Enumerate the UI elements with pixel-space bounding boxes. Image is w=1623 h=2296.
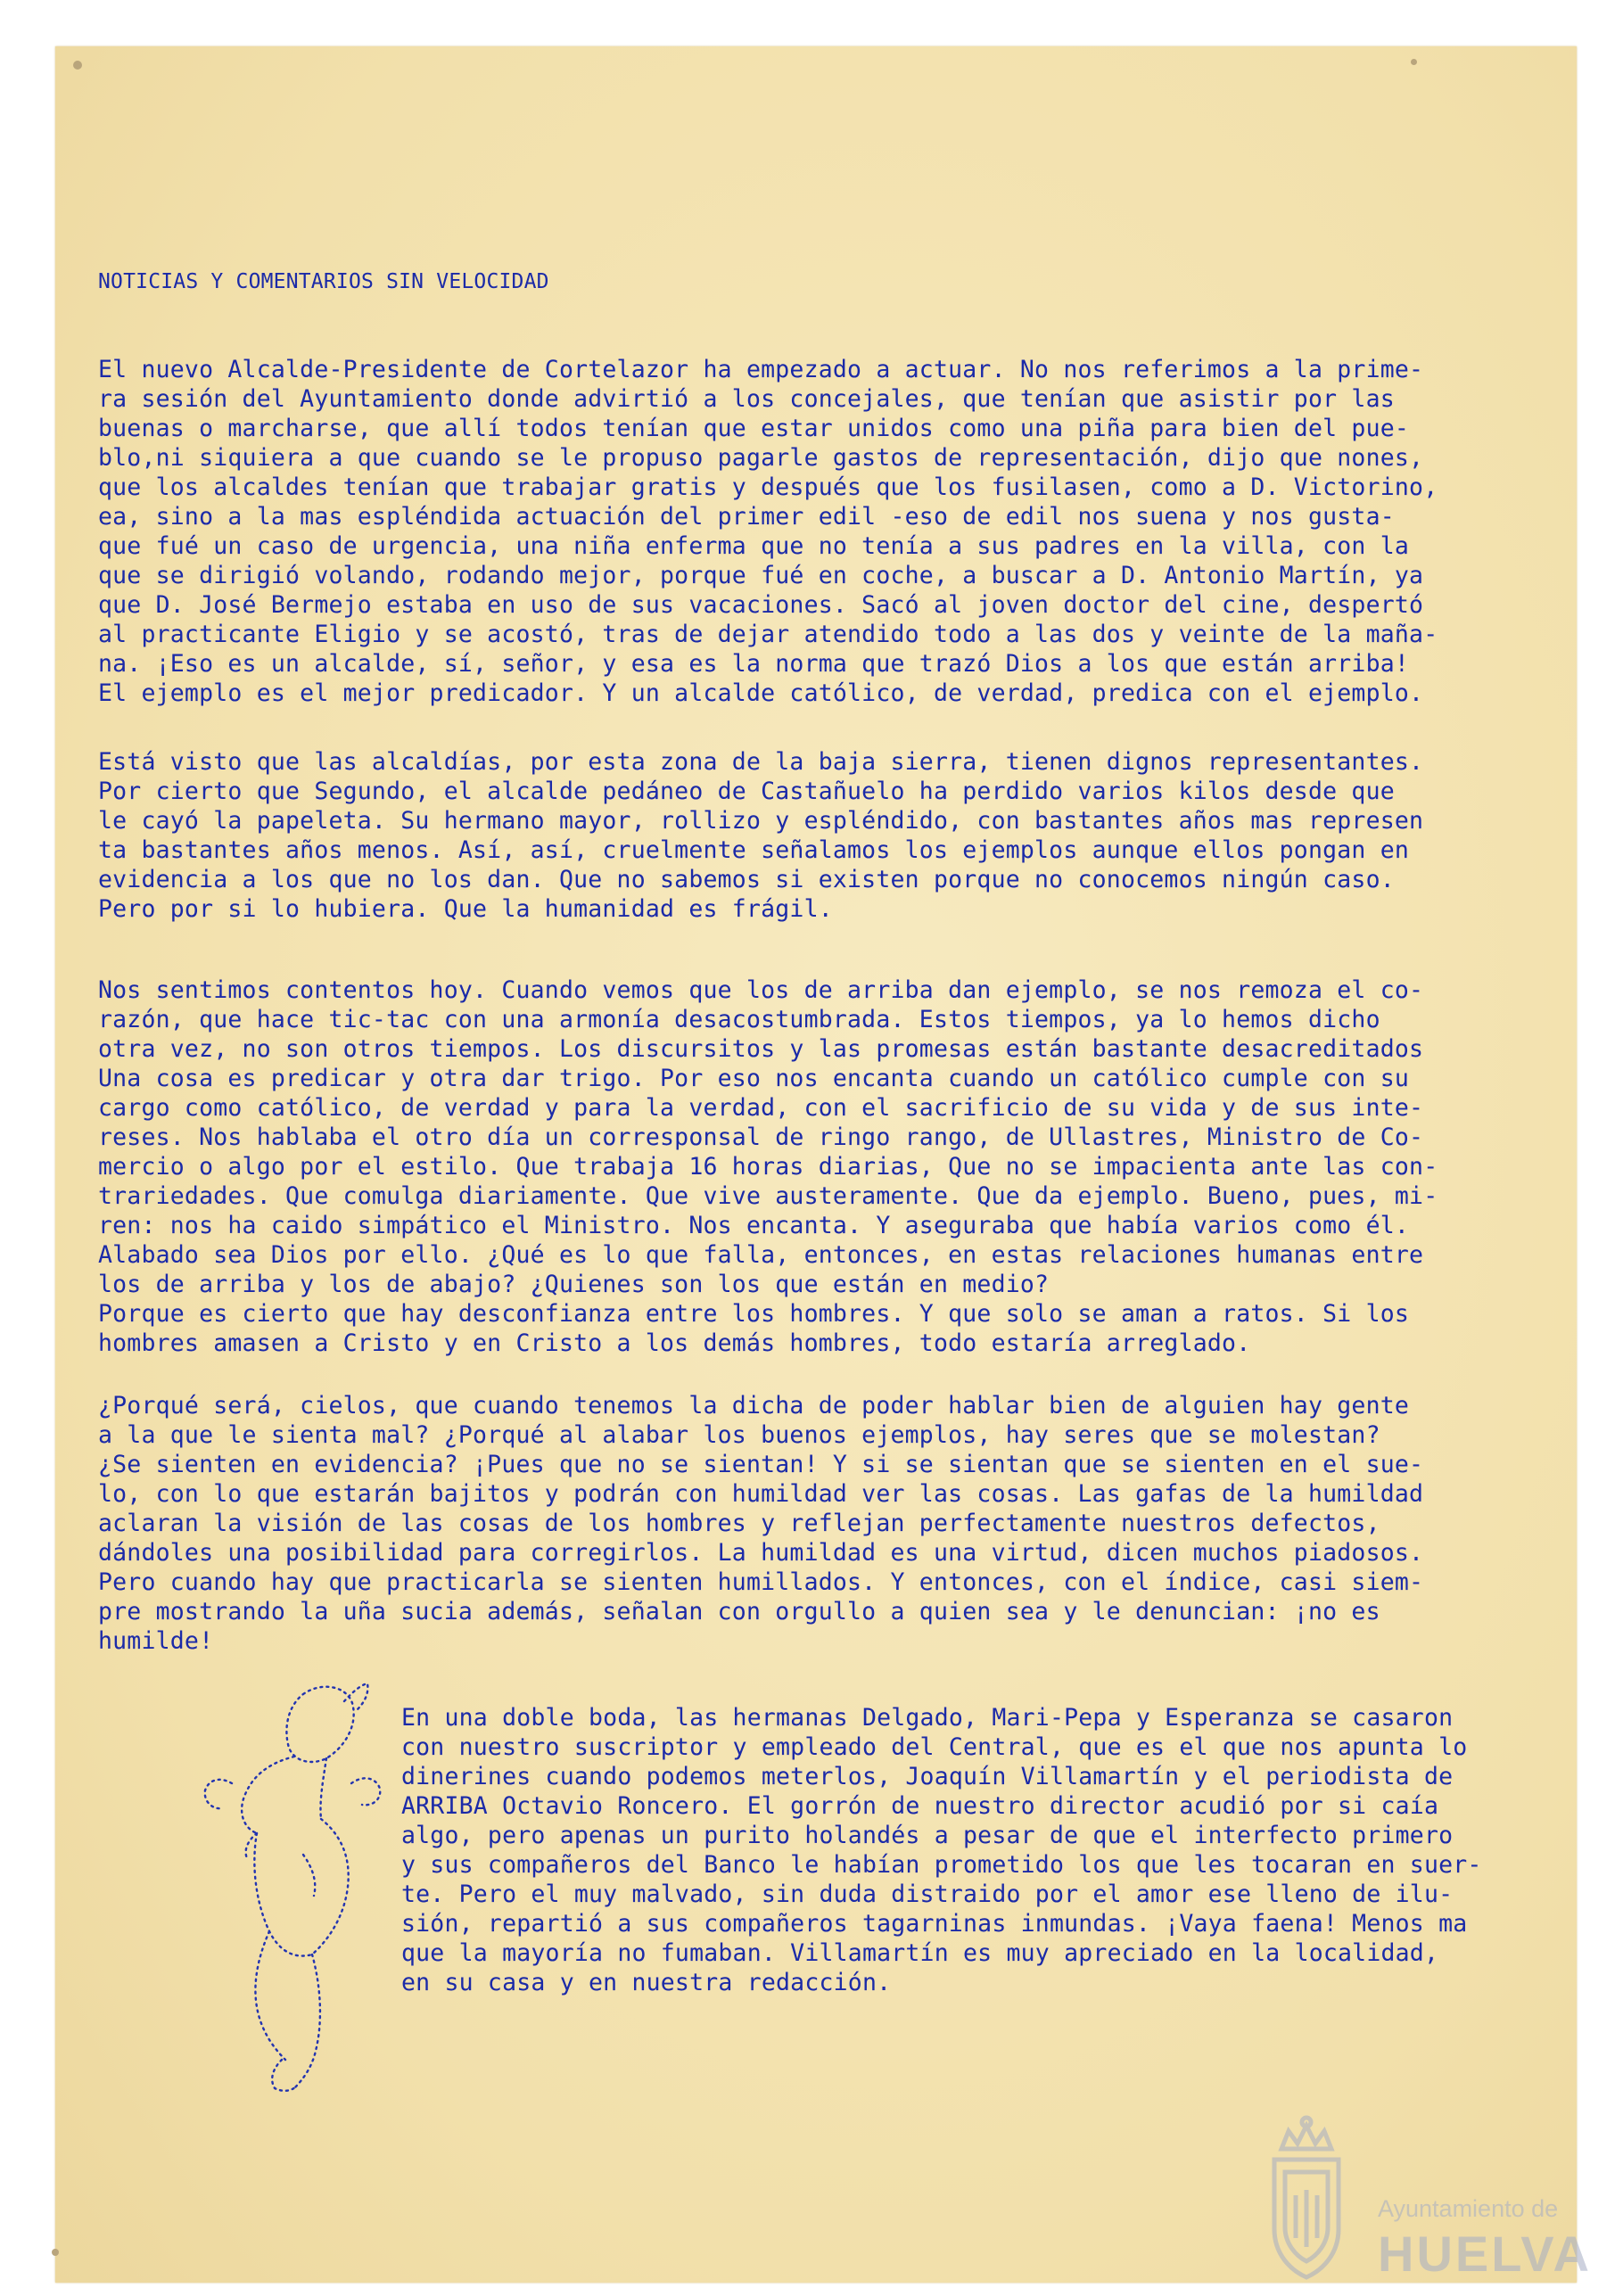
text-line: Una cosa es predicar y otra dar trigo. Por eso nos encanta cuando un católico cumple con su: [98, 1065, 1410, 1092]
text-line: Por cierto que Segundo, el alcalde pedáneo de Castañuelo ha perdido varios kilos desde que: [98, 778, 1395, 805]
text-line: blo,ni siquiera a que cuando se le propuso pagarle gastos de representación, dijo que nones,: [98, 444, 1424, 472]
text-line: evidencia a los que no los dan. Que no sabemos si existen porque no conocemos ningún caso.: [98, 866, 1395, 893]
text-line: cargo como católico, de verdad y para la verdad, con el sacrificio de su vida y de sus inte-: [98, 1094, 1424, 1122]
text-line: dándoles una posibilidad para corregirlos. La humildad es una virtud, dicen muchos piadosos.: [98, 1539, 1424, 1567]
text-line: reses. Nos hablaba el otro día un corresponsal de ringo rango, de Ullastres, Ministro de Co-: [98, 1123, 1424, 1151]
text-line: que la mayoría no fumaban. Villamartín es muy apreciado en la localidad,: [401, 1939, 1439, 1967]
text-line: El nuevo Alcalde-Presidente de Cortelazor ha empezado a actuar. No nos referimos a la prime-: [98, 356, 1424, 383]
text-line: trariedades. Que comulga diariamente. Que vive austeramente. Que da ejemplo. Bueno, pues, mi-: [98, 1182, 1438, 1210]
punch-mark: [73, 61, 82, 70]
text-line: pre mostrando la uña sucia además, señalan con orgullo a quien sea y le denuncian: ¡no es: [98, 1598, 1380, 1625]
text-line: ¿Porqué será, cielos, que cuando tenemos la dicha de poder hablar bien de alguien hay gente: [98, 1392, 1410, 1420]
paragraph-1: [98, 355, 1516, 708]
text-line: ¿Se sienten en evidencia? ¡Pues que no se sientan! Y si se sientan que se sienten en el sue-: [98, 1451, 1424, 1478]
text-line: En una doble boda, las hermanas Delgado, Mari-Pepa y Esperanza se casaron: [401, 1704, 1454, 1732]
document-heading: NOTICIAS Y COMENTARIOS SIN VELOCIDAD: [98, 270, 549, 293]
watermark-bottom-text: HUELVA: [1378, 2226, 1592, 2282]
text-line: ea, sino a la mas espléndida actuación del primer edil -eso de edil nos suena y nos gusta-: [98, 503, 1395, 531]
text-line: ta bastantes años menos. Así, así, cruelmente señalamos los ejemplos aunque ellos pongan en: [98, 836, 1410, 864]
text-line: a la que le sienta mal? ¿Porqué al alabar los buenos ejemplos, hay seres que se molestan?: [98, 1421, 1380, 1449]
text-line: te. Pero el muy malvado, sin duda distraido por el amor ese lleno de ilu-: [401, 1880, 1454, 1908]
text-line: Está visto que las alcaldías, por esta zona de la baja sierra, tienen dignos representantes.: [98, 748, 1424, 776]
text-line: ra sesión del Ayuntamiento donde advirtió a los concejales, que tenían que asistir por las: [98, 385, 1395, 413]
text-line: con nuestro suscriptor y empleado del Central, que es el que nos apunta lo: [401, 1733, 1468, 1761]
text-line: en su casa y en nuestra redacción.: [401, 1969, 892, 1996]
punch-mark: [1411, 59, 1417, 65]
text-line: Pero por si lo hubiera. Que la humanidad es frágil.: [98, 895, 833, 923]
text-line: los de arriba y los de abajo? ¿Quienes son los que están en medio?: [98, 1271, 1050, 1298]
text-line: Alabado sea Dios por ello. ¿Qué es lo que falla, entonces, en estas relaciones humanas entre: [98, 1241, 1424, 1269]
text-line: ren: nos ha caido simpático el Ministro. Nos encanta. Y aseguraba que había varios como él.: [98, 1212, 1410, 1239]
text-line: algo, pero apenas un purito holandés a pesar de que el interfecto primero: [401, 1822, 1454, 1849]
paragraph-2: [98, 747, 1516, 924]
text-line: hombres amasen a Cristo y en Cristo a los demás hombres, todo estaría arreglado.: [98, 1329, 1251, 1357]
text-line: buenas o marcharse, que allí todos tenían que estar unidos como una piña para bien del pue-: [98, 415, 1410, 442]
text-line: le cayó la papeleta. Su hermano mayor, rollizo y espléndido, con bastantes años mas represen: [98, 807, 1424, 835]
cherub-drawing: [169, 1676, 401, 2095]
watermark-top-text: Ayuntamiento de: [1378, 2195, 1559, 2222]
paragraph-3: [98, 975, 1516, 1358]
punch-mark: [52, 2249, 59, 2256]
paragraph-4: [98, 1391, 1516, 1656]
text-line: na. ¡Eso es un alcalde, sí, señor, y esa es la norma que trazó Dios a los que están arriba!: [98, 650, 1410, 678]
text-line: otra vez, no son otros tiempos. Los discursitos y las promesas están bastante desacreditados: [98, 1035, 1424, 1063]
text-line: dinerines cuando podemos meterlos, Joaquín Villamartín y el periodista de: [401, 1763, 1454, 1790]
paragraph-5: [401, 1703, 1516, 1997]
text-line: El ejemplo es el mejor predicador. Y un alcalde católico, de verdad, predica con el ejemplo.: [98, 679, 1424, 707]
text-line: ARRIBA Octavio Roncero. El gorrón de nuestro director acudió por si caía: [401, 1792, 1439, 1820]
text-line: Nos sentimos contentos hoy. Cuando vemos que los de arriba dan ejemplo, se nos remoza el co-: [98, 976, 1424, 1004]
text-line: y sus compañeros del Banco le habían prometido los que les tocaran en suer-: [401, 1851, 1482, 1879]
text-line: lo, con lo que estarán bajitos y podrán con humildad ver las cosas. Las gafas de la humildad: [98, 1480, 1424, 1508]
watermark-logo: [1262, 2113, 1592, 2292]
text-line: mercio o algo por el estilo. Que trabaja 16 horas diarias, Que no se impacienta ante las con-: [98, 1153, 1438, 1181]
text-line: al practicante Eligio y se acostó, tras de dejar atendido todo a las dos y veinte de la maña-: [98, 621, 1438, 648]
text-line: aclaran la visión de las cosas de los hombres y reflejan perfectamente nuestros defectos,: [98, 1510, 1380, 1537]
text-line: que fué un caso de urgencia, una niña enferma que no tenía a sus padres en la villa, con la: [98, 532, 1410, 560]
text-line: Pero cuando hay que practicarla se sienten humillados. Y entonces, con el índice, casi siem-: [98, 1568, 1424, 1596]
coat-of-arms-icon: [1262, 2113, 1351, 2283]
text-line: que D. José Bermejo estaba en uso de sus vacaciones. Sacó al joven doctor del cine, despertó: [98, 591, 1424, 619]
text-line: que se dirigió volando, rodando mejor, porque fué en coche, a buscar a D. Antonio Martín, ya: [98, 562, 1424, 589]
text-line: razón, que hace tic-tac con una armonía desacostumbrada. Estos tiempos, ya lo hemos dicho: [98, 1006, 1380, 1033]
text-line: Porque es cierto que hay desconfianza entre los hombres. Y que solo se aman a ratos. Si los: [98, 1300, 1410, 1328]
text-line: sión, repartió a sus compañeros tagarninas inmundas. ¡Vaya faena! Menos ma: [401, 1910, 1468, 1938]
text-line: que los alcaldes tenían que trabajar gratis y después que los fusilasen, como a D. Victorino,: [98, 473, 1438, 501]
text-line: humilde!: [98, 1627, 214, 1655]
